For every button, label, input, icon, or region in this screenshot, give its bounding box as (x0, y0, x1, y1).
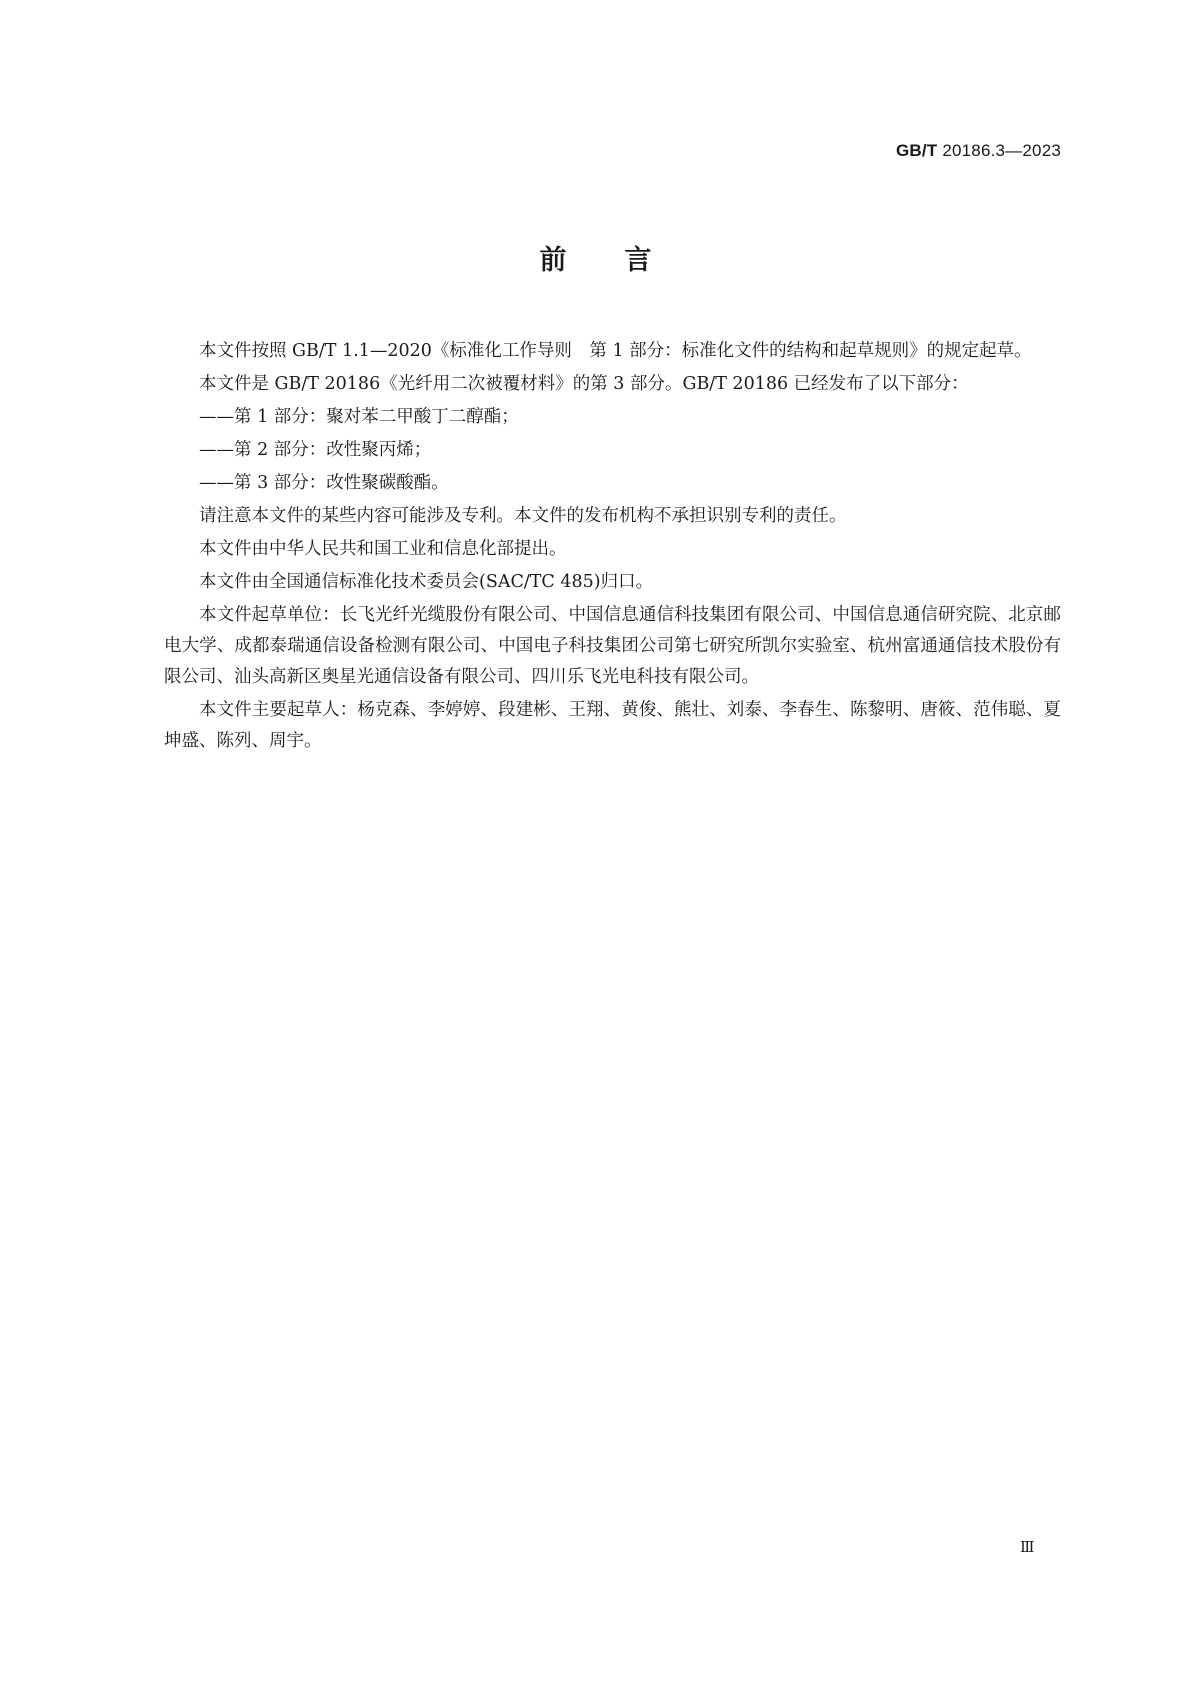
document-code (896, 141, 1061, 161)
document-code-number: 20186.3—2023 (942, 141, 1061, 160)
page-title: 前言 (539, 245, 710, 276)
paragraph-drafting-units: 本文件起草单位：长飞光纤光缆股份有限公司、中国信息通信科技集团有限公司、中国信息通信研究院、北京邮电大学、成都泰瑞通信设备检测有限公司、中国电子科技集团公司第七研究所凯尔实验室、杭州富通通信技术股份有限公司、汕头高新区奥星光通信设备有限公司、四川乐飞光电科技有限公司。 (164, 605, 1061, 687)
foreword-body (164, 336, 1061, 759)
page-number: Ⅲ (1020, 1538, 1035, 1556)
paragraph-proposer: 本文件由中华人民共和国工业和信息化部提出。 (199, 539, 567, 559)
paragraph-patent-notice: 请注意本文件的某些内容可能涉及专利。本文件的发布机构不承担识别专利的责任。 (199, 506, 847, 526)
paragraph-committee: 本文件由全国通信标准化技术委员会(SAC/TC 485)归口。 (199, 572, 654, 592)
paragraph-series-parts: 本文件是 GB/T 20186《光纤用二次被覆材料》的第 3 部分。GB/T 20186 已经发布了以下部分： (199, 374, 969, 394)
document-code-prefix: GB/T (895, 141, 938, 160)
list-item-part-3: ——第 3 部分：改性聚碳酸酯。 (199, 473, 449, 493)
paragraph-drafting-rules: 本文件按照 GB/T 1.1—2020《标准化工作导则 第 1 部分：标准化文件的结构和起草规则》的规定起草。 (199, 341, 1032, 361)
paragraph-drafters: 本文件主要起草人：杨克森、李婷婷、段建彬、王翔、黄俊、熊壮、刘泰、李春生、陈黎明、唐筱、范伟聪、夏坤盛、陈列、周宇。 (164, 700, 1061, 751)
list-item-part-2: ——第 2 部分：改性聚丙烯； (199, 440, 432, 460)
list-item-part-1: ——第 1 部分：聚对苯二甲酸丁二醇酯； (199, 407, 519, 427)
